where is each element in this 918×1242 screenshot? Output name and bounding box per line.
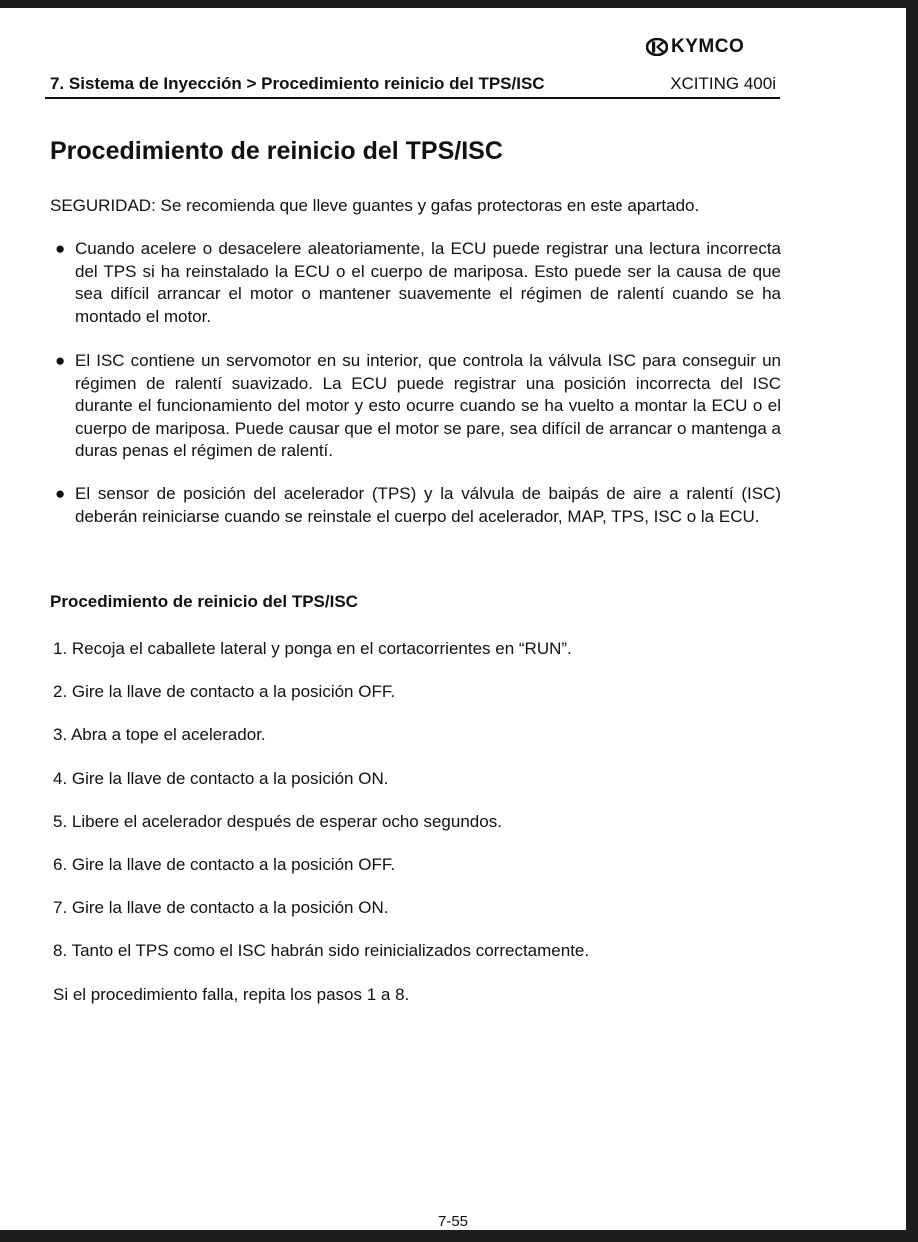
bullet-icon: ● xyxy=(55,239,66,258)
running-header xyxy=(50,74,778,94)
step-item: 3. Abra a tope el acelerador. xyxy=(53,725,266,744)
bullet-item xyxy=(55,238,781,328)
page-number: 7-55 xyxy=(437,1213,469,1230)
bullet-item xyxy=(55,350,781,463)
model-name: XCITING 400i xyxy=(670,74,776,93)
brand-name: KYMCO xyxy=(671,36,745,57)
step-item: 5. Libere el acelerador después de esperar ocho segundos. xyxy=(53,812,502,831)
bullet-icon: ● xyxy=(55,484,66,503)
bullet-item xyxy=(55,483,781,528)
safety-note: SEGURIDAD: Se recomienda que lleve guantes y gafas protectoras en este apartado. xyxy=(50,196,700,215)
bullet-text: Cuando acelere o desacelere aleatoriamente, la ECU puede registrar una lectura incorrecta del TPS si ha reinstalado la ECU o el cuerpo de mariposa. Esto puede ser la causa de que sea difícil arrancar el motor o mantener suavemente el régimen de ralentí cuando se ha montado el motor. xyxy=(75,239,781,326)
header-divider xyxy=(45,97,780,99)
bullet-text: El sensor de posición del acelerador (TPS) y la válvula de baipás de aire a ralentí (ISC) deberán reiniciarse cuando se reinstale el cuerpo del acelerador, MAP, TPS, ISC o la ECU. xyxy=(75,484,781,526)
brand-logo xyxy=(646,36,744,58)
page-title: Procedimiento de reinicio del TPS/ISC xyxy=(50,137,503,165)
breadcrumb: 7. Sistema de Inyección > Procedimiento reinicio del TPS/ISC xyxy=(50,74,545,93)
step-item: 1. Recoja el caballete lateral y ponga en el cortacorrientes en “RUN”. xyxy=(53,639,572,658)
section-subtitle: Procedimiento de reinicio del TPS/ISC xyxy=(50,592,358,611)
footer-note: Si el procedimiento falla, repita los pasos 1 a 8. xyxy=(53,985,410,1004)
step-item: 6. Gire la llave de contacto a la posición OFF. xyxy=(53,855,396,874)
bullet-text: El ISC contiene un servomotor en su interior, que controla la válvula ISC para conseguir un régimen de ralentí suavizado. La ECU puede registrar una posición incorrecta del ISC durante el funcionamiento del motor y esto ocurre cuando se ha vuelto a montar la ECU o el cuerpo de mariposa. Puede causar que el motor se pare, sea difícil de arrancar o mantenga a duras penas el régimen de ralentí. xyxy=(75,351,781,460)
document-page xyxy=(0,8,906,1230)
step-item: 4. Gire la llave de contacto a la posición ON. xyxy=(53,769,389,788)
kymco-logo-icon xyxy=(646,38,668,56)
step-item: 7. Gire la llave de contacto a la posición ON. xyxy=(53,898,389,917)
viewer-scroll-edge[interactable] xyxy=(906,0,918,1242)
step-item: 8. Tanto el TPS como el ISC habrán sido reinicializados correctamente. xyxy=(53,941,590,960)
step-item: 2. Gire la llave de contacto a la posición OFF. xyxy=(53,682,396,701)
bullet-icon: ● xyxy=(55,351,66,370)
